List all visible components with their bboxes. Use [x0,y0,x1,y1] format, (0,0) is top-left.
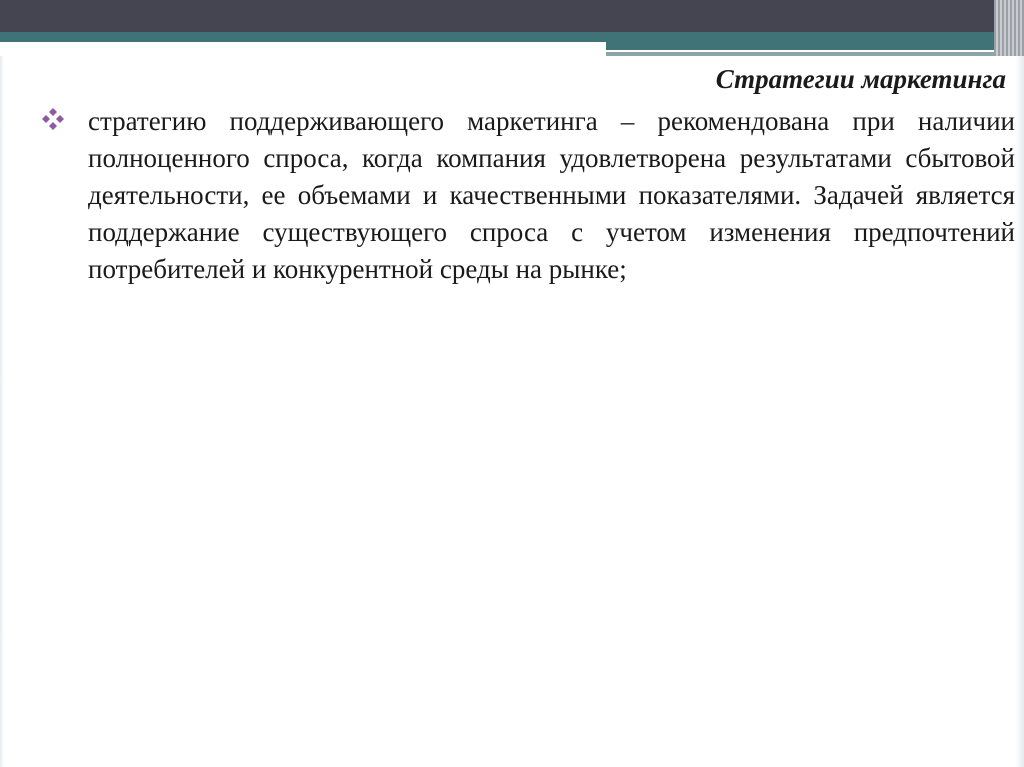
header-teal-stripe [0,32,1024,42]
slide-title: Стратегии маркетинга [715,64,1006,94]
diamond-bullet-icon [40,106,66,132]
bullet-paragraph: стратегию поддерживающего маркетинга – рекомендована при наличии полноценного спроса, когда компания удовлетворена результатами сбытовой деятельности, ее объемами и качественными показателями. Задачей является поддержание существующего спроса с учетом изменения предпочтений потребителей и конкурентной среды на рынке; [88,106,1015,284]
left-edge-shadow [0,56,4,767]
header-teal-stripe-lower [606,42,1024,50]
right-edge-strip [1016,56,1024,767]
header-dark-band [0,0,1024,32]
header-gray-line [606,52,1024,56]
right-edge-decoration [994,0,1024,56]
